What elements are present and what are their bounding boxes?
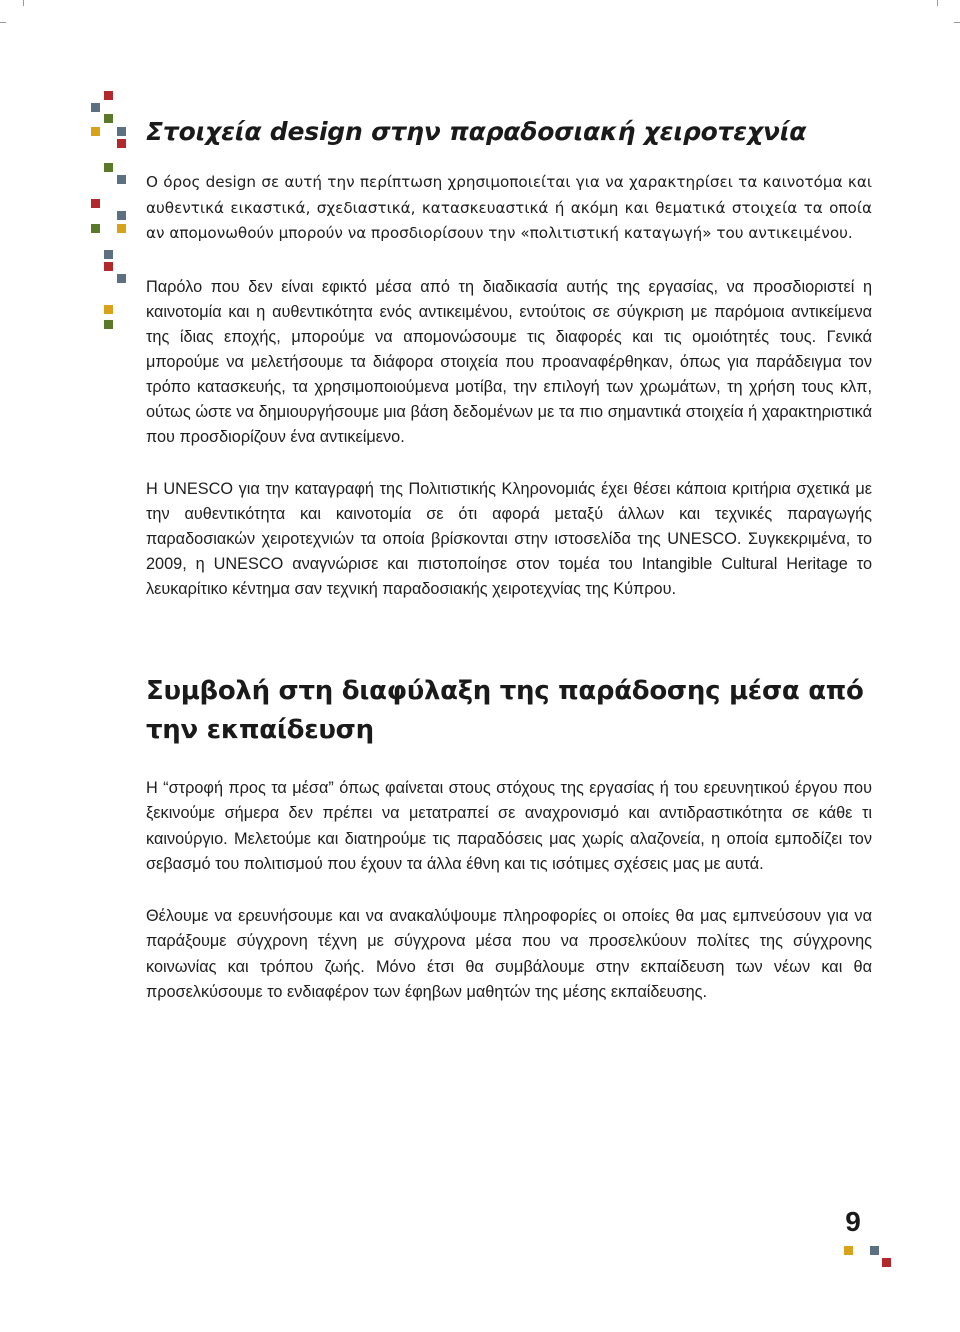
paragraph-design-study: Παρόλο που δεν είναι εφικτό μέσα από τη διαδικασία αυτής της εργασίας, να προσδιοριστεί η καινοτομία και η αυθεντικότητα ενός αντικειμένου, εντούτοις σε σύγκριση με παρόμοια αντικείμενα της ίδιας εποχής, μπορούμε να απομονώσουμε τις διαφορές και τις ομοιότητές τους. Γενικά μπορούμε να μελετήσουμε τα διάφορα στοιχεία που προαναφέρθηκαν, όπως για παράδειγμα τον τρόπο κατασκευής, τα χρησιμοποιούμενα μοτίβα, την επιλογή των χρωμάτων, τη χρήση τους κλπ, ούτως ώστε να δημιουργήσουμε μια βάση δεδομένων με τα πιο σημαντικά στοιχεία ή χαρακτηριστικά που προσδιορίζουν ένα αντικείμενο. xyxy=(146,277,872,446)
paragraph-unesco: Η UNESCO για την καταγραφή της Πολιτιστικής Κληρονομιάς έχει θέσει κάποια κριτήρια σχετικά με την αυθεντικότητα και καινοτομία σε ότι αφορά μεταξύ άλλων και τεχνικές παραγωγής παραδοσιακών χειροτεχνιών τα οποία βρίσκονται στην ιστοσελίδα της UNESCO. Συγκεκριμένα, το 2009, η UNESCO αναγνώρισε και πιστοποίησε στον τομέα του Intangible Cultural Heritage το λευκαρίτικο κέντημα σαν τεχνική παραδοσιακής χειροτεχνίας της Κύπρου. xyxy=(146,479,872,598)
paragraph-research-goals: Θέλουμε να ερευνήσουμε και να ανακαλύψουμε πληροφορίες οι οποίες θα μας εμπνεύσουν για να παράξουμε σύγχρονη τέχνη με σύγχρονα μέσα που να προσελκύουν πολίτες της σύγχρονης κοινωνίας και τρόπου ζωής. Μόνο έτσι θα συμβάλουμε στην εκπαίδευση των νέων και θα προσελκύσουμε το ενδιαφέρον των έφηβων μαθητών της μέσης εκπαίδευσης. xyxy=(146,906,872,1001)
paragraph-inward-turn: Η “στροφή προς τα μέσα” όπως φαίνεται στους στόχους της εργασίας ή του ερευνητικού έργου που ξεκινούμε σήμερα δεν πρέπει να μετατραπεί σε αναχρονισμό και αντιδραστικότητα σε κάθε τι καινούργιο. Μελετούμε και διατηρούμε τις παραδόσεις μας χωρίς αλαζονεία, η οποία εμποδίζει τον σεβασμό του πολιτισμού που έχουν τα άλλα έθνη και τις ισότιμες σχέσεις μας με αυτά. xyxy=(146,778,872,873)
crop-mark-top-right xyxy=(954,22,960,23)
crop-mark-top-left xyxy=(0,22,6,23)
page-content xyxy=(146,110,872,1006)
crop-mark-top-left-v xyxy=(23,0,24,6)
section-title-education: Συμβολή στη διαφύλαξη της παράδοσης μέσα από την εκπαίδευση xyxy=(146,675,864,745)
crop-mark-top-right-v xyxy=(937,0,938,6)
page-number: 9 xyxy=(845,1206,861,1237)
section-title-design: Στοιχεία design στην παραδοσιακή χειροτεχνία xyxy=(146,117,807,146)
paragraph-design-definition: Ο όρος design σε αυτή την περίπτωση χρησιμοποιείται για να χαρακτηρίσει τα καινοτόμα και αυθεντικά εικαστικά, σχεδιαστικά, κατασκευαστικά ή ακόμη και θεματικά στοιχεία τα οποία αν απομονωθούν μπορούν να προσδιορίσουν την «πολιτιστική καταγωγή» του αντικειμένου. xyxy=(146,173,872,242)
